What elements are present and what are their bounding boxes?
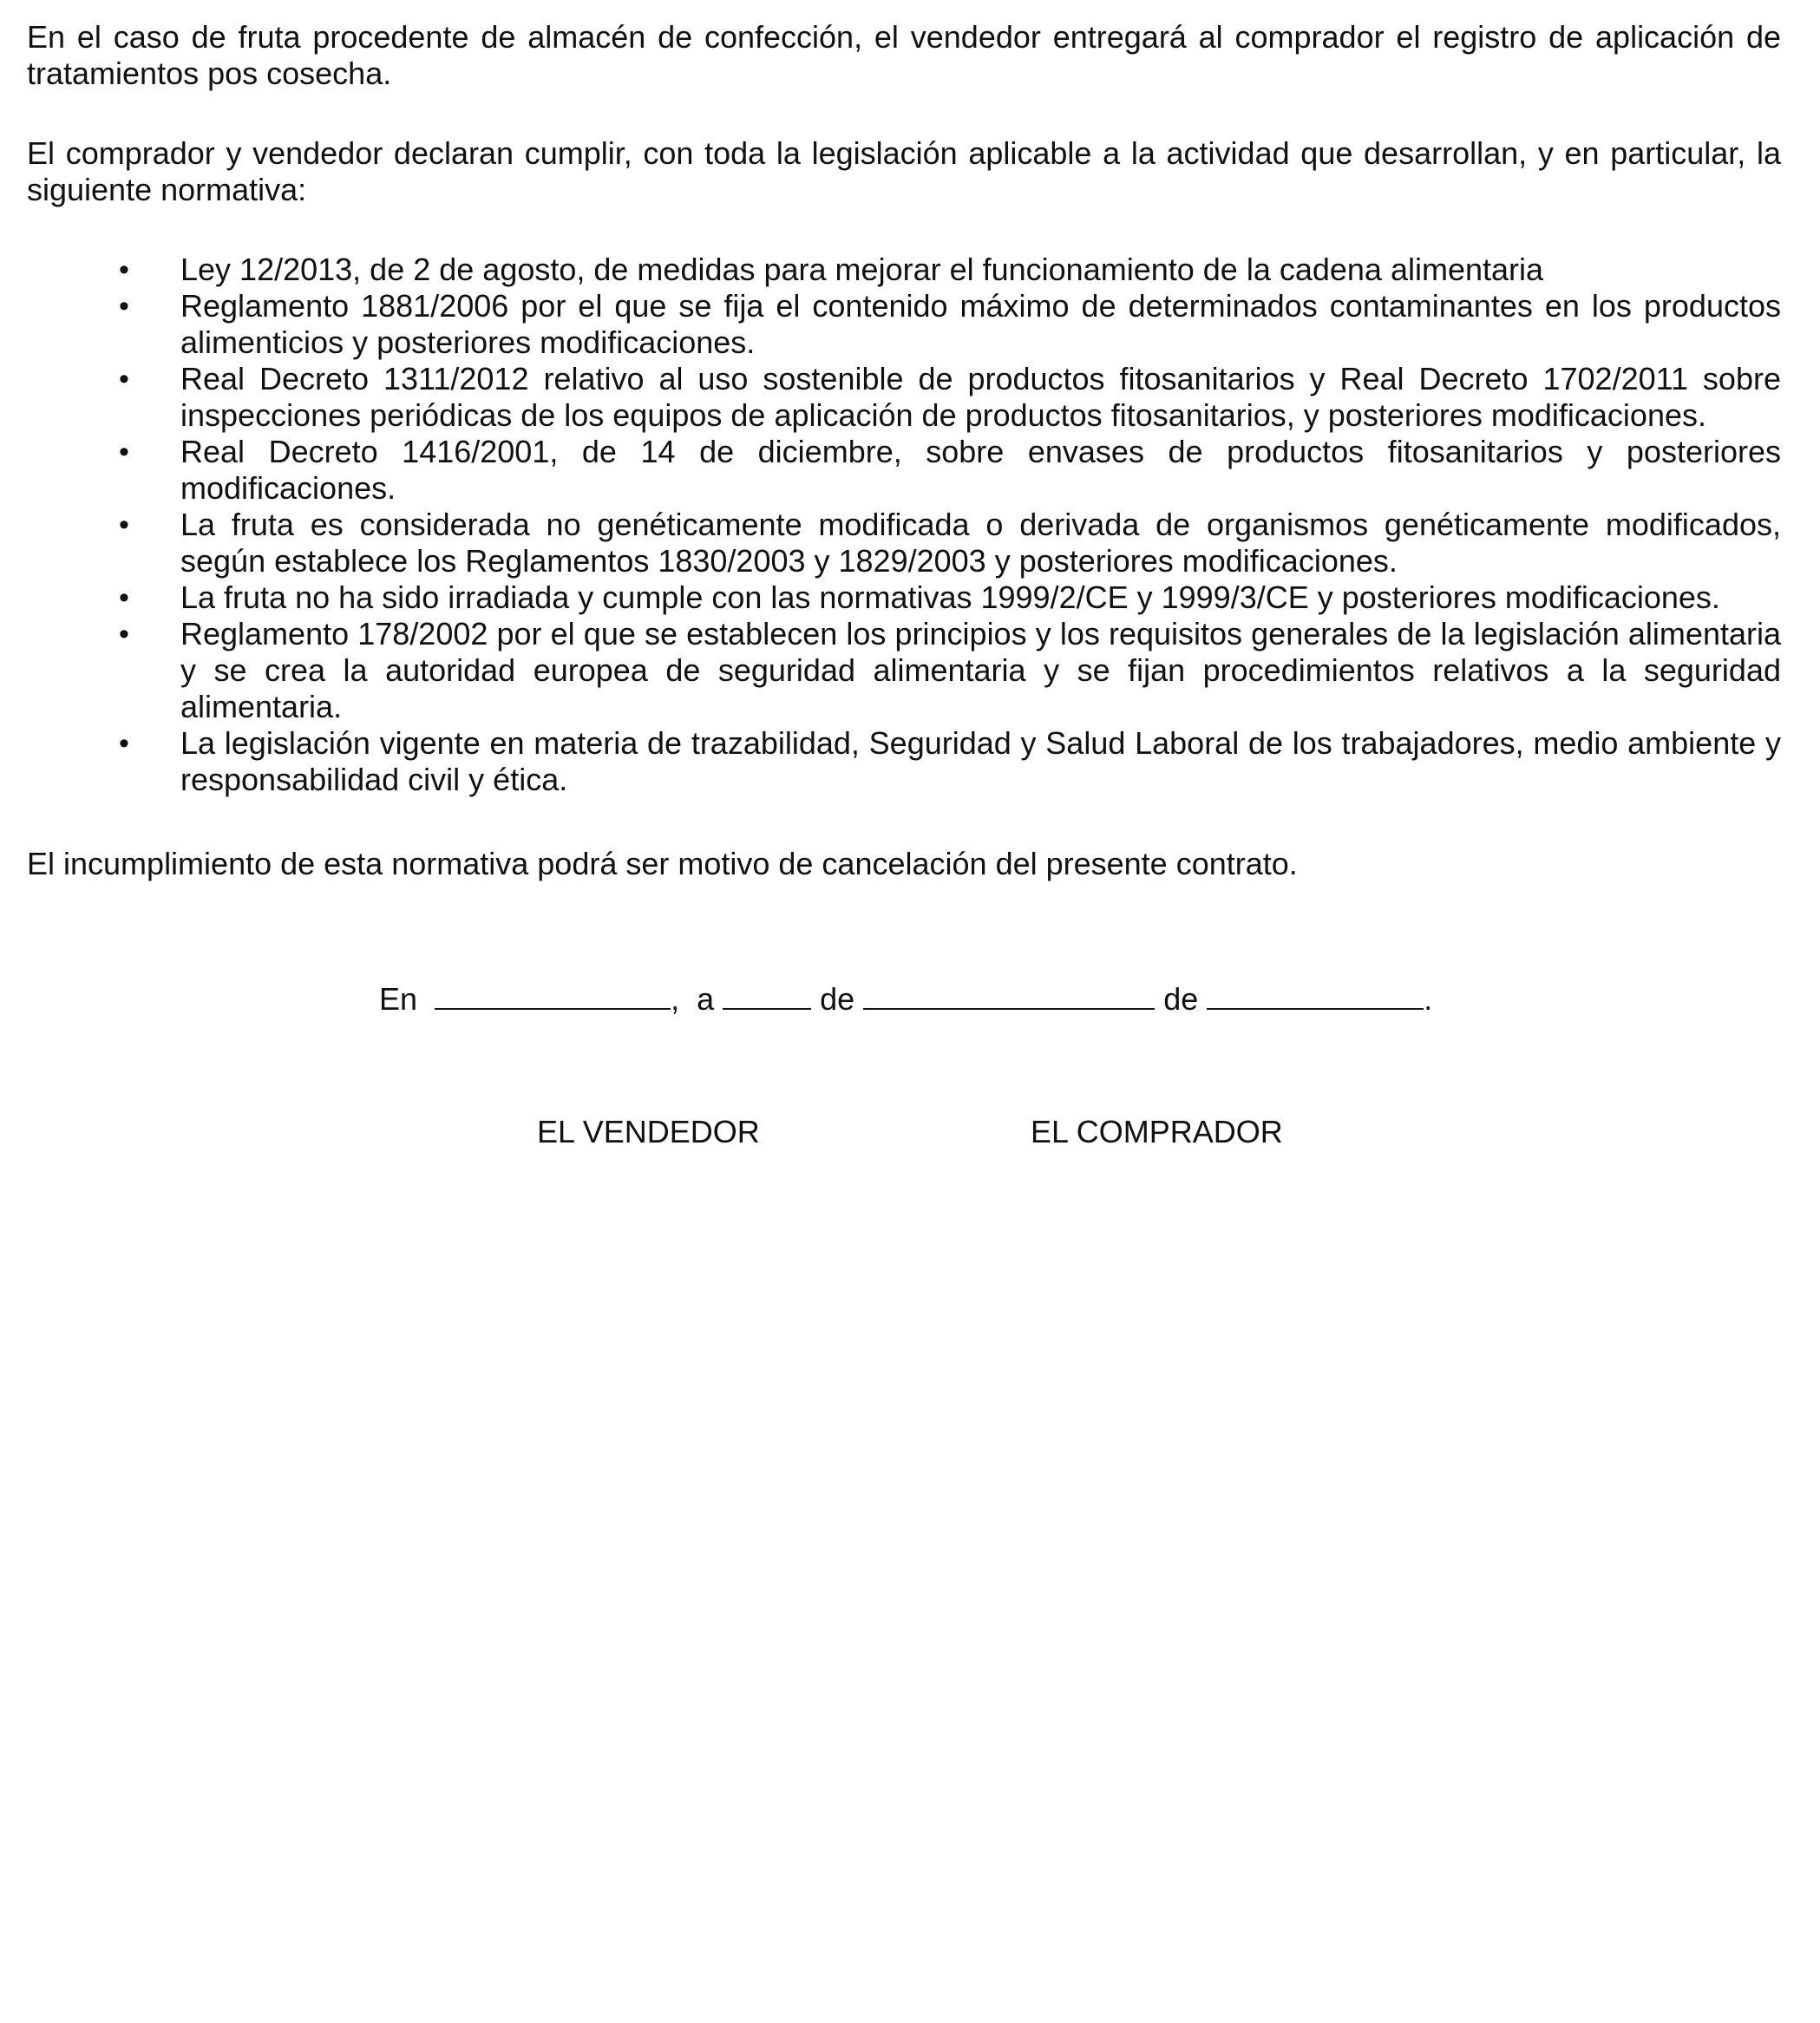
bullet-icon: • — [119, 727, 129, 760]
list-item-text: Ley 12/2013, de 2 de agosto, de medidas para mejorar el funcionamiento de la cadena alimentaria — [180, 252, 1544, 287]
date-de-label-2: de — [1163, 981, 1199, 1017]
bullet-icon: • — [119, 290, 129, 323]
day-blank-field[interactable] — [723, 982, 811, 1010]
paragraph-cancellation: El incumplimiento de esta normativa podrá ser motivo de cancelación del presente contrato. — [27, 846, 1298, 881]
list-item — [27, 616, 1781, 725]
list-item — [27, 434, 1781, 507]
signature-comprador-label: EL COMPRADOR — [1031, 1114, 1283, 1149]
bullet-icon: • — [119, 363, 129, 396]
list-item — [27, 579, 1781, 616]
contract-page — [27, 19, 1781, 882]
list-item — [27, 252, 1781, 288]
date-a-label: a — [697, 981, 715, 1017]
list-item — [27, 288, 1781, 361]
list-item-text: La fruta es considerada no genéticamente modificada o derivada de organismos genéticamente modificados, según establece los Reglamentos 1830/2003 y 1829/2003 y posteriores modificaciones. — [180, 507, 1781, 579]
list-item-text: Reglamento 178/2002 por el que se establecen los principios y los requisitos generales de la legislación alimentaria y se crea la autoridad europea de seguridad alimentaria y se fijan procedimientos relativos a la seguridad alimentaria. — [180, 616, 1781, 724]
bullet-icon: • — [119, 618, 129, 651]
month-blank-field[interactable] — [863, 982, 1155, 1010]
place-date-line — [379, 981, 1432, 1018]
list-item-text: Reglamento 1881/2006 por el que se fija el contenido máximo de determinados contaminantes en los productos alimenticios y posteriores modificaciones. — [180, 288, 1781, 360]
date-comma: , — [671, 981, 680, 1017]
list-item-text: La legislación vigente en materia de trazabilidad, Seguridad y Salud Laboral de los trabajadores, medio ambiente y responsabilidad civil y ética. — [180, 725, 1781, 797]
date-en-label: En — [379, 981, 418, 1017]
paragraph-postharvest: En el caso de fruta procedente de almacén de confección, el vendedor entregará al comprador el registro de aplicación de tratamientos pos cosecha. — [27, 19, 1781, 91]
list-item — [27, 361, 1781, 434]
year-blank-field[interactable] — [1207, 982, 1424, 1010]
date-de-label: de — [820, 981, 855, 1017]
bullet-icon: • — [119, 581, 129, 614]
normativa-list — [27, 252, 1781, 798]
date-period: . — [1424, 981, 1433, 1017]
list-item-text: Real Decreto 1416/2001, de 14 de diciembre, sobre envases de productos fitosanitarios y posteriores modificaciones. — [180, 434, 1781, 506]
place-blank-field[interactable] — [435, 982, 671, 1010]
bullet-icon: • — [119, 508, 129, 541]
bullet-icon: • — [119, 435, 129, 468]
paragraph-legislation-intro: El comprador y vendedor declaran cumplir, con toda la legislación aplicable a la actividad que desarrollan, y en particular, la siguiente normativa: — [27, 135, 1781, 207]
list-item — [27, 507, 1781, 579]
signature-vendedor-label: EL VENDEDOR — [537, 1114, 760, 1149]
bullet-icon: • — [119, 253, 129, 286]
list-item-text: La fruta no ha sido irradiada y cumple con las normativas 1999/2/CE y 1999/3/CE y posteriores modificaciones. — [180, 579, 1720, 615]
list-item-text: Real Decreto 1311/2012 relativo al uso sostenible de productos fitosanitarios y Real Decreto 1702/2011 sobre inspecciones periódicas de los equipos de aplicación de productos fitosanitarios, y posteriores modificaciones. — [180, 361, 1781, 433]
list-item — [27, 725, 1781, 798]
